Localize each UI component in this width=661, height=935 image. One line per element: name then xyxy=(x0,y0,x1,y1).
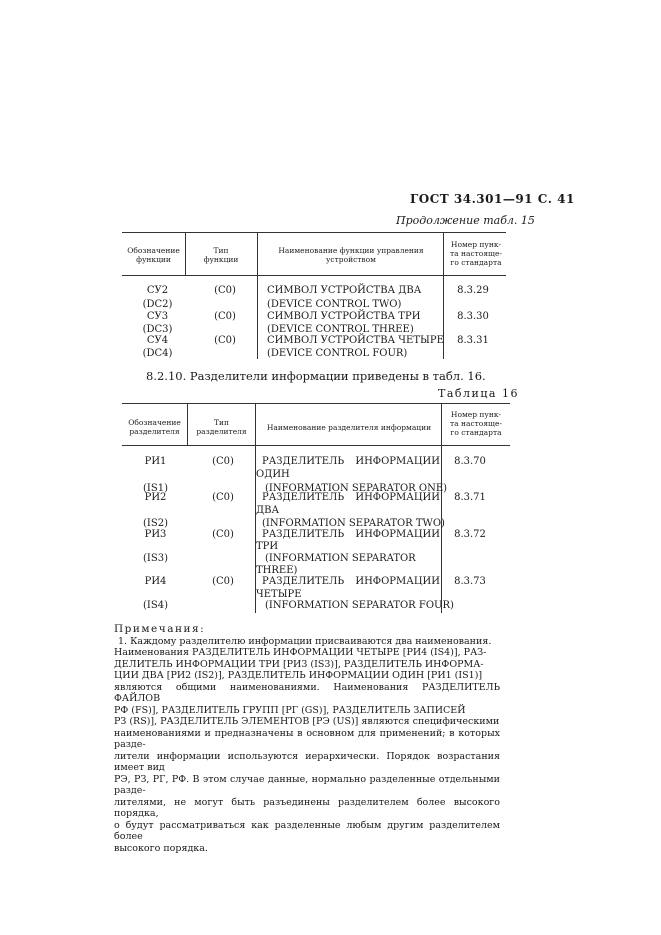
table-16-header-num: Номер пунк- та настояще- го стандарта xyxy=(449,410,503,437)
table-15-col-divider xyxy=(257,232,258,359)
table-16-title: Таблица 16 xyxy=(438,387,519,400)
row-num: 8.3.31 xyxy=(457,335,489,346)
row-name: СИМВОЛ УСТРОЙСТВА ЧЕТЫРЕ xyxy=(267,335,444,346)
table-15-header-name: Наименование функции управления устройством xyxy=(278,246,424,264)
row-code: СУ4 xyxy=(146,335,169,346)
row-num: 8.3.71 xyxy=(454,492,486,503)
table-15-header-rule xyxy=(122,275,506,276)
row-name-latin: (DEVICE CONTROL FOUR) xyxy=(267,348,408,359)
notes-line: лители информации используются иерархически. Порядок возрастания имеет вид xyxy=(114,750,500,773)
row-code-latin: (IS4) xyxy=(143,600,168,611)
table-16-header-code: Обозначение разделителя xyxy=(128,418,181,436)
row-name-cont: ЧЕТЫРЕ xyxy=(256,589,302,600)
notes-line: РЗ (RS)], РАЗДЕЛИТЕЛЬ ЭЛЕМЕНТОВ [РЭ (US)] являются специфическими xyxy=(114,716,500,727)
row-name-latin: (INFORMATION SEPARATOR ONE) xyxy=(265,483,448,494)
row-code: СУ2 xyxy=(146,285,169,296)
row-code-latin: (DC3) xyxy=(142,324,173,335)
row-num: 8.3.29 xyxy=(457,285,489,296)
table-15-top-rule xyxy=(122,232,506,233)
notes-line: высокого порядка. xyxy=(114,842,208,854)
table-16-header-name: Наименование разделителя информации xyxy=(266,423,432,432)
row-name-latin: (INFORMATION SEPARATOR xyxy=(265,553,416,564)
row-code: СУ3 xyxy=(146,311,169,322)
notes-line: лителями, не могут быть разъединены разделителем более высокого порядка, xyxy=(114,796,500,819)
page-header: ГОСТ 34.301—91 С. 41 xyxy=(410,192,575,206)
notes-line: являются общими наименованиями. Наименования РАЗДЕЛИТЕЛЬ ФАЙЛОВ xyxy=(114,681,500,704)
notes-line: Наименования РАЗДЕЛИТЕЛЬ ИНФОРМАЦИИ ЧЕТЫРЕ [РИ4 (IS4)], РАЗ- xyxy=(114,647,487,658)
row-type: (C0) xyxy=(212,529,234,540)
table-16-header-rule xyxy=(122,445,510,446)
notes-line: ЦИИ ДВА [РИ2 (IS2)], РАЗДЕЛИТЕЛЬ ИНФОРМАЦИИ ОДИН [РИ1 (IS1)] xyxy=(114,670,483,681)
row-name: РАЗДЕЛИТЕЛЬ ИНФОРМАЦИИ xyxy=(262,529,440,540)
row-name-latin-cont: THREE) xyxy=(256,565,298,576)
notes-line: о будут рассматриваться как разделенные любым другим разделителем более xyxy=(114,819,500,842)
section-paragraph: 8.2.10. Разделители информации приведены в табл. 16. xyxy=(146,369,486,383)
row-type: (C0) xyxy=(214,335,236,346)
row-name-cont: ДВА xyxy=(256,505,280,516)
notes-title: Примечания: xyxy=(114,623,206,635)
notes-line: наименованиями и предназначены в основном для применений; в которых разде- xyxy=(114,727,500,750)
row-name-cont: ТРИ xyxy=(256,541,279,552)
row-type: (C0) xyxy=(212,492,234,503)
notes-line: РФ (FS)], РАЗДЕЛИТЕЛЬ ГРУПП [РГ (GS)], РАЗДЕЛИТЕЛЬ ЗАПИСЕЙ xyxy=(114,704,466,716)
row-code-latin: (IS1) xyxy=(143,483,168,494)
row-type: (C0) xyxy=(214,311,236,322)
table-16-col-divider xyxy=(187,403,188,445)
row-name: СИМВОЛ УСТРОЙСТВА ТРИ xyxy=(267,311,421,322)
row-name-latin: (DEVICE CONTROL THREE) xyxy=(267,324,414,335)
row-name: СИМВОЛ УСТРОЙСТВА ДВА xyxy=(267,285,422,296)
row-code-latin: (DC4) xyxy=(142,348,173,359)
row-code: РИ3 xyxy=(144,529,167,540)
notes-line: РЭ, РЗ, РГ, РФ. В этом случае данные, нормально разделенные отдельными разде- xyxy=(114,773,500,796)
row-name: РАЗДЕЛИТЕЛЬ ИНФОРМАЦИИ xyxy=(262,456,440,467)
row-type: (C0) xyxy=(214,285,236,296)
row-type: (C0) xyxy=(212,576,234,587)
row-code-latin: (DC2) xyxy=(142,299,173,310)
row-code-latin: (IS2) xyxy=(143,518,168,529)
table-16-header-type: Тип разделителя xyxy=(196,418,247,436)
row-name-cont: ОДИН xyxy=(256,469,290,480)
table-15-header-type: Тип функции xyxy=(203,246,239,264)
table-continuation-caption: Продолжение табл. 15 xyxy=(396,214,535,227)
row-type: (C0) xyxy=(212,456,234,467)
row-num: 8.3.70 xyxy=(454,456,486,467)
table-16-col-divider xyxy=(441,403,442,613)
row-name: РАЗДЕЛИТЕЛЬ ИНФОРМАЦИИ xyxy=(262,576,440,587)
notes-line: ДЕЛИТЕЛЬ ИНФОРМАЦИИ ТРИ [РИ3 (IS3)], РАЗДЕЛИТЕЛЬ ИНФОРМА- xyxy=(114,658,484,670)
row-num: 8.3.73 xyxy=(454,576,486,587)
row-name-latin: (INFORMATION SEPARATOR TWO) xyxy=(262,518,445,529)
row-name: РАЗДЕЛИТЕЛЬ ИНФОРМАЦИИ xyxy=(262,492,440,503)
row-code: РИ2 xyxy=(144,492,167,503)
table-15-col-divider xyxy=(185,232,186,275)
row-code-latin: (IS3) xyxy=(143,553,168,564)
table-15-header-code: Обозначение функции xyxy=(127,246,180,264)
notes-section xyxy=(114,624,500,854)
row-name-latin: (INFORMATION SEPARATOR FOUR) xyxy=(265,600,454,611)
table-15-header-num: Номер пунк- та настояще- го стандарта xyxy=(449,240,503,267)
row-code: РИ4 xyxy=(144,576,167,587)
row-code: РИ1 xyxy=(144,456,167,467)
notes-line: 1. Каждому разделителю информации присваиваются два наименования. xyxy=(118,635,492,647)
row-num: 8.3.30 xyxy=(457,311,489,322)
row-name-latin: (DEVICE CONTROL TWO) xyxy=(267,299,402,310)
row-num: 8.3.72 xyxy=(454,529,486,540)
table-16-top-rule xyxy=(122,403,510,404)
